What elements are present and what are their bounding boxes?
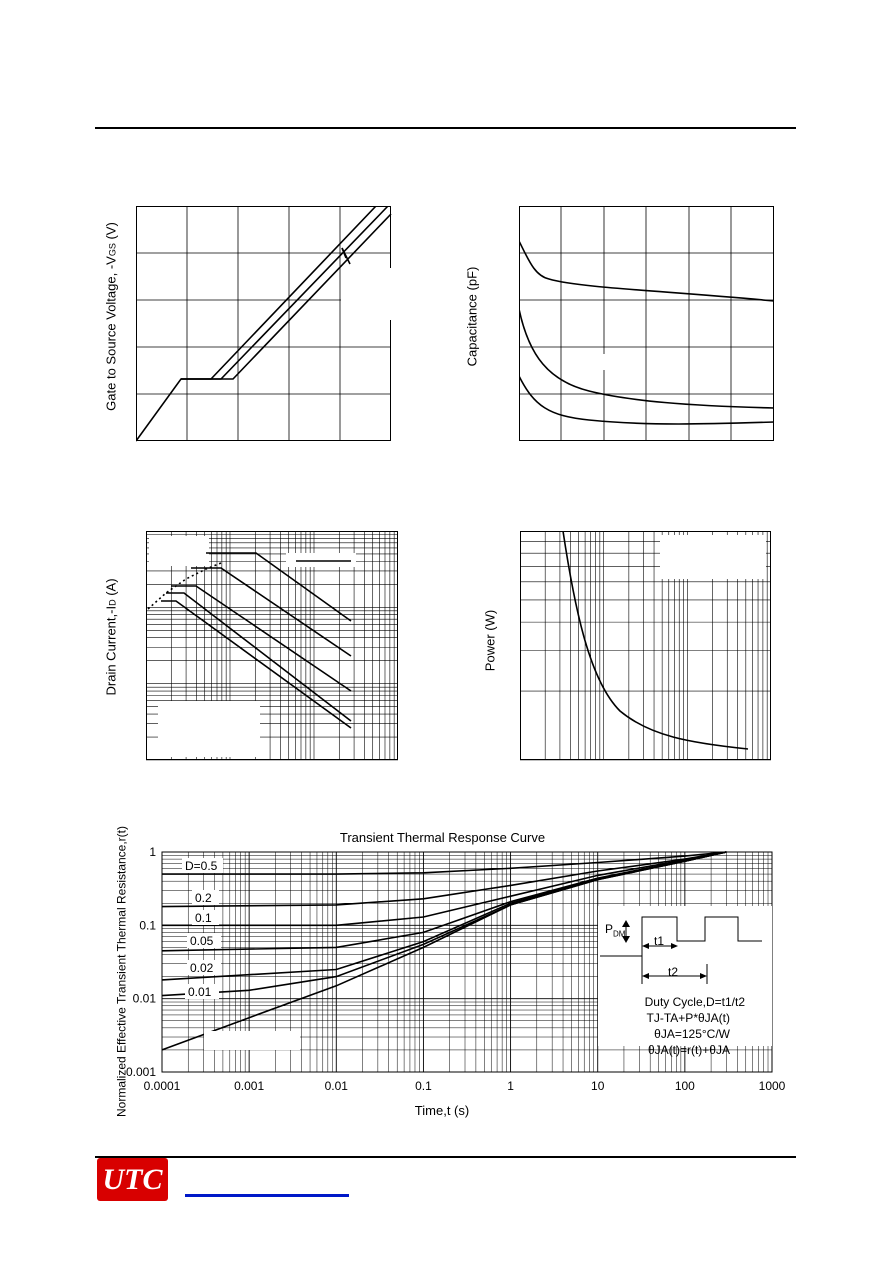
series-label: 0.2 xyxy=(195,891,212,905)
chart-title: Transient Thermal Response Curve xyxy=(339,830,546,845)
x-tick-label: 0.0001 xyxy=(143,1079,181,1093)
y-tick-label: 0.001 xyxy=(125,1065,156,1079)
x-tick-label: 100 xyxy=(674,1079,695,1093)
series-label: 0.02 xyxy=(190,961,214,975)
inset-p-label: $P_{DM}$ xyxy=(605,922,626,939)
annotation-tj: TJ-TA+P*θJA(t) xyxy=(646,1011,730,1025)
series-label: D=0.5 xyxy=(185,859,218,873)
series-label: 0.1 xyxy=(195,911,212,925)
utc-logo: UTC xyxy=(97,1158,168,1201)
inset-t2-label: t2 xyxy=(668,965,679,979)
series-line xyxy=(162,852,726,907)
x-tick-label: 1000 xyxy=(758,1079,786,1093)
gate-charge-ylabel: Gate to Source Voltage, -VGS (V) xyxy=(103,222,119,411)
soa-chart xyxy=(146,531,399,761)
transient-chart[interactable] xyxy=(100,844,800,1099)
x-tick-label: 0.1 xyxy=(415,1079,432,1093)
gate-charge-chart xyxy=(136,206,392,442)
annotation-theta-ja-t: θJA(t)=r(t)+θJA xyxy=(647,1043,730,1057)
footer-link-underline[interactable] xyxy=(185,1194,349,1197)
soa-ylabel: Drain Current,-ID (A) xyxy=(103,578,119,696)
y-tick-label: 0.01 xyxy=(132,991,156,1006)
capacitance-chart xyxy=(519,206,775,442)
series-label: 0.01 xyxy=(188,985,212,999)
transient-xlabel: Time,t (s) xyxy=(414,1103,470,1118)
y-tick-label: 1 xyxy=(149,845,156,859)
x-tick-label: 10 xyxy=(591,1079,605,1093)
transient-ylabel: Normalized Effective Transient Thermal Resistance,r(t) xyxy=(114,826,129,1117)
capacitance-ylabel: Capacitance (pF) xyxy=(464,266,480,367)
inset-t1-label: t1 xyxy=(654,934,665,948)
annotation-duty-cycle: Duty Cycle,D=t1/t2 xyxy=(644,995,745,1009)
x-tick-label: 0.001 xyxy=(234,1079,265,1093)
series-label: 0.05 xyxy=(190,934,214,948)
annotation-theta-ja: θJA=125°C/W xyxy=(654,1027,730,1041)
y-tick-label: 0.1 xyxy=(139,918,156,933)
x-tick-label: 0.01 xyxy=(324,1079,348,1093)
power-chart xyxy=(520,531,772,761)
x-tick-label: 1 xyxy=(507,1079,514,1093)
footer-rule xyxy=(95,1156,796,1158)
header-rule xyxy=(95,127,796,129)
power-ylabel: Power (W) xyxy=(482,609,498,672)
